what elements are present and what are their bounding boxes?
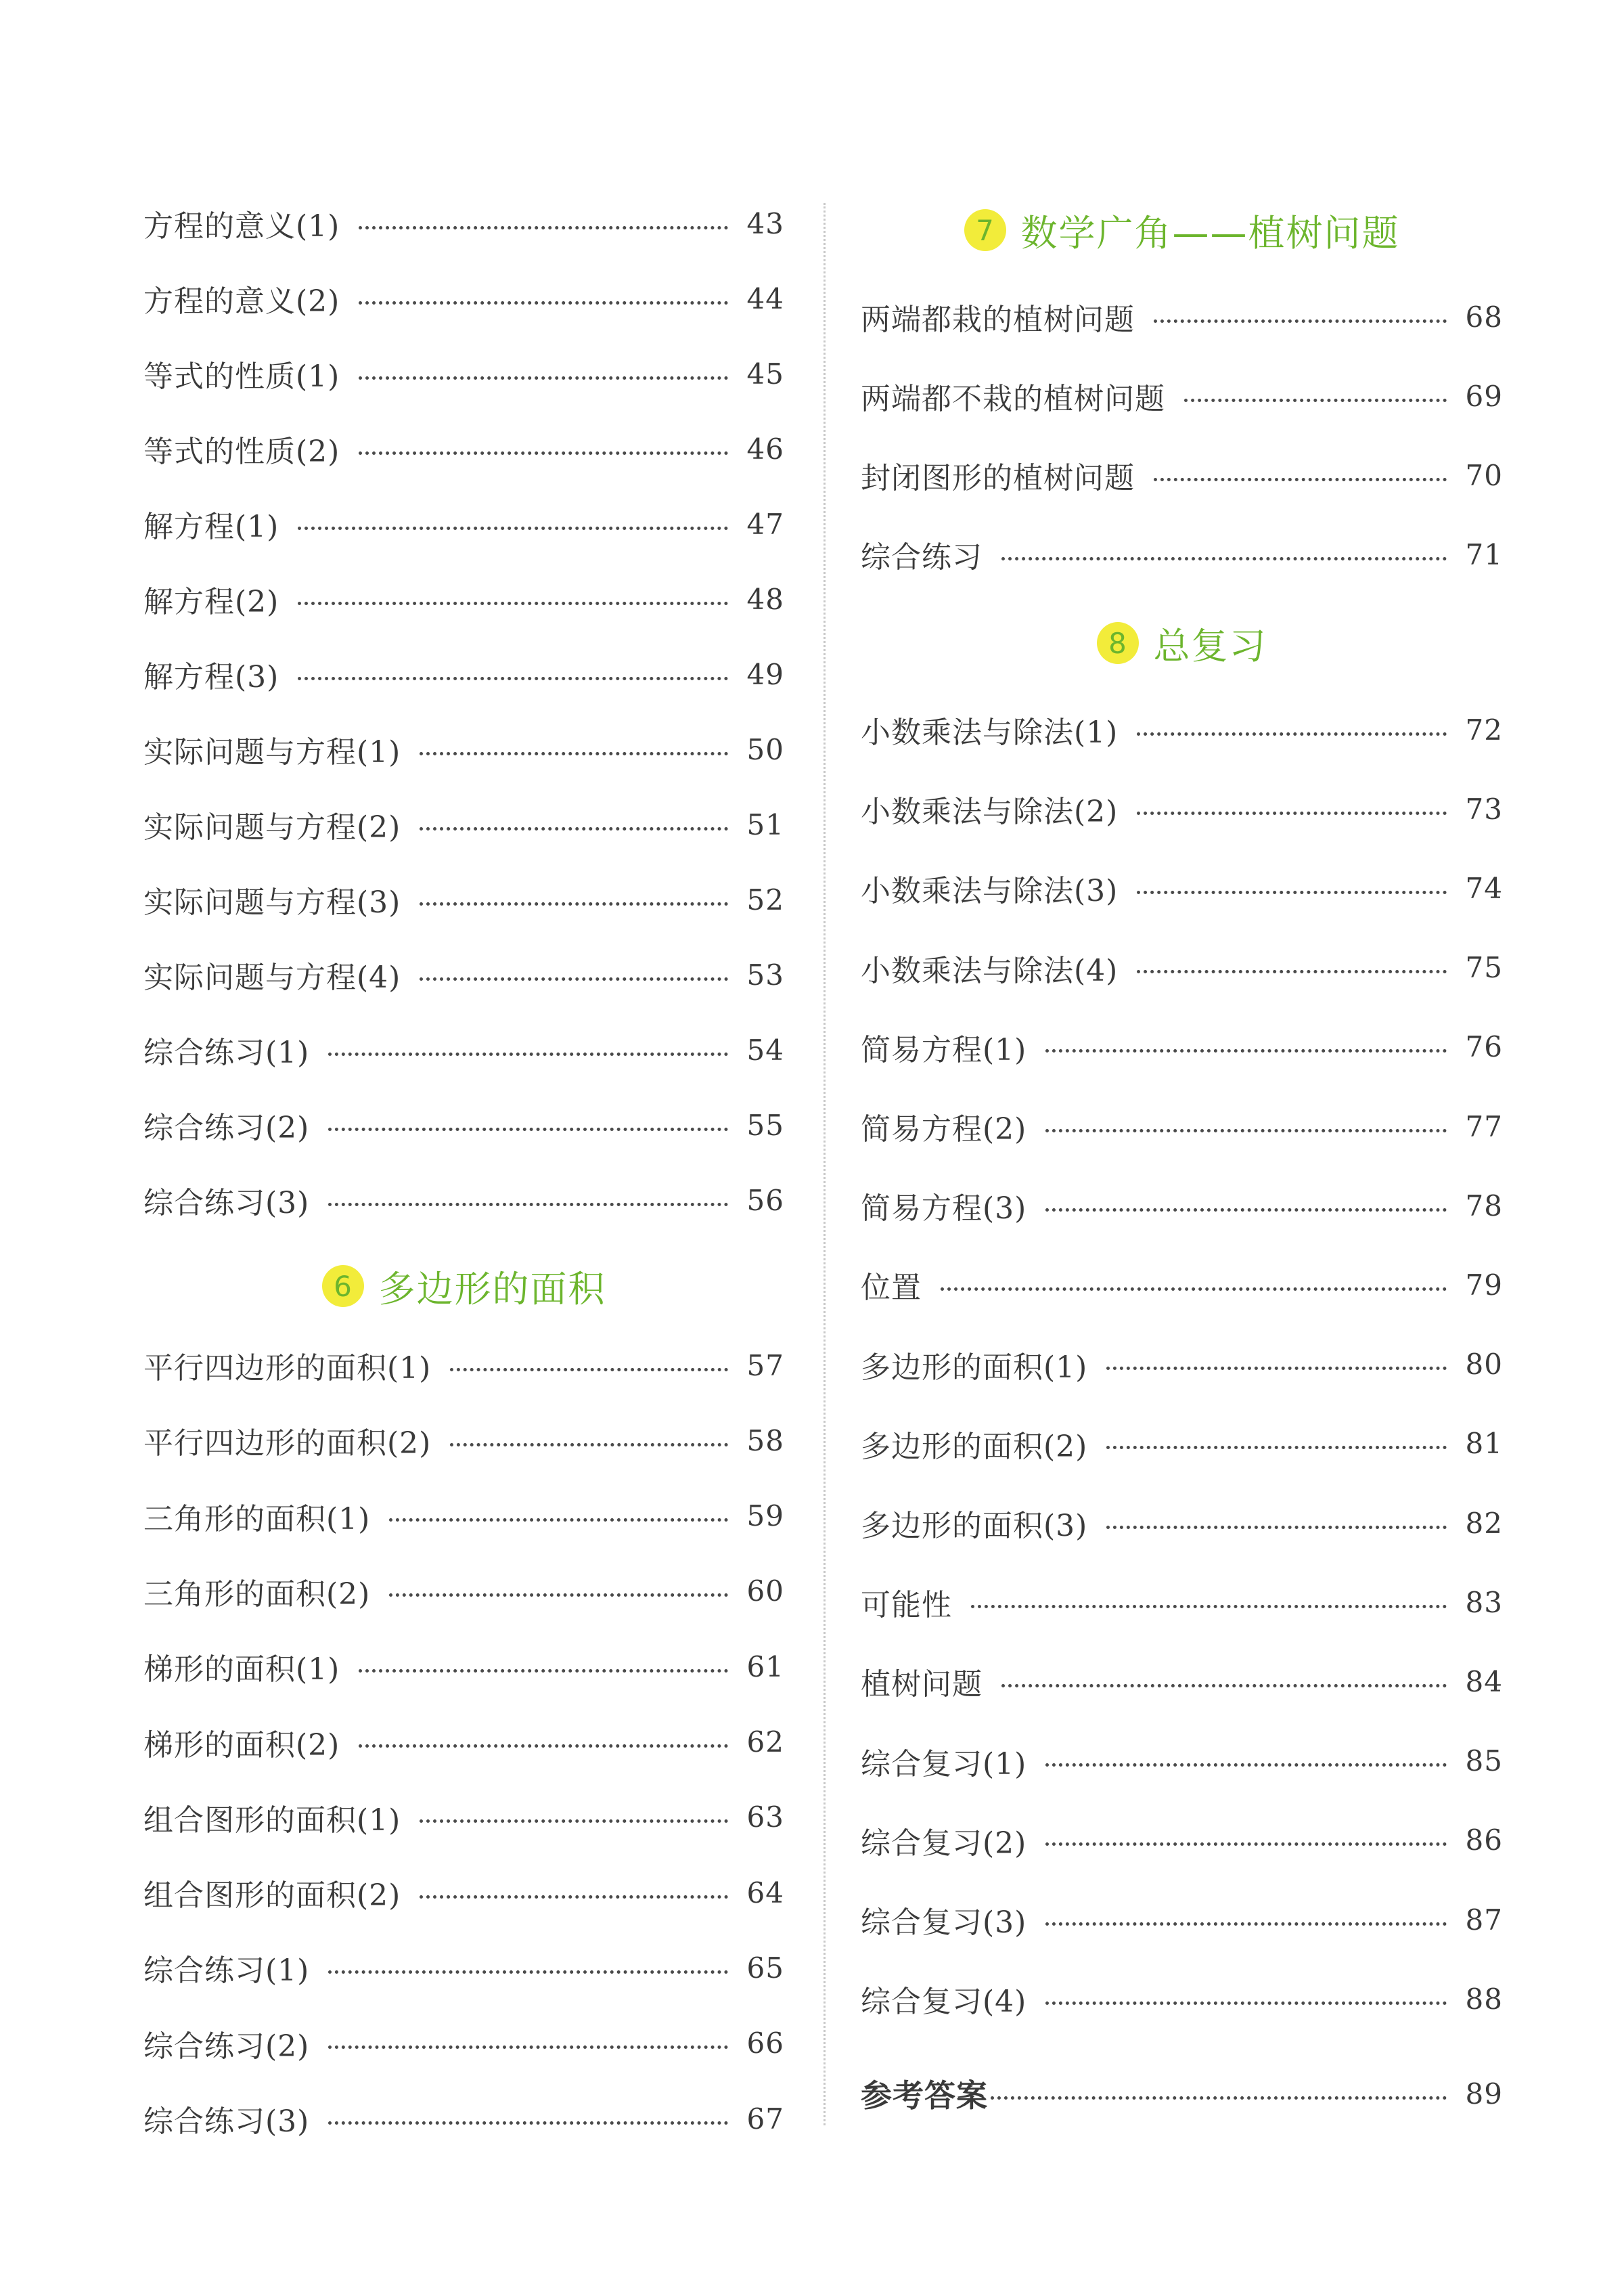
dot-leader [389,1518,727,1522]
toc-entry-title: 解方程(3) [143,660,279,694]
toc-entry-title: 封闭图形的植树问题 [861,461,1135,495]
toc-entry-title: 简易方程(3) [861,1191,1027,1226]
toc-entry-page: 83 [1465,1585,1503,1619]
toc-entry-title: 方程的意义(1) [143,209,340,244]
toc-entry-title: 综合复习(1) [861,1746,1027,1782]
toc-entry-page: 84 [1465,1664,1503,1698]
dot-leader [359,451,727,455]
toc-entry-title: 简易方程(1) [861,1032,1027,1067]
toc-entry-title: 等式的性质(2) [143,435,340,469]
toc-entry-page: 53 [746,958,784,992]
dot-leader [1137,891,1446,894]
toc-entry[interactable] [143,722,784,776]
dot-leader [1137,812,1446,815]
toc-entry-title: 位置 [861,1270,922,1306]
toc-entry-title: 多边形的面积(1) [861,1350,1088,1385]
dot-leader [1045,1208,1446,1212]
dot-leader [1154,319,1447,323]
toc-entry[interactable] [143,1413,784,1467]
toc-entry-page: 87 [1465,1903,1503,1937]
toc-entry[interactable] [861,861,1503,915]
dot-leader [359,1744,727,1748]
toc-entry[interactable] [143,572,784,626]
toc-entry-page: 57 [746,1348,784,1382]
toc-entry-page: 48 [746,582,784,616]
dot-leader [389,1593,727,1597]
toc-entry-title: 解方程(2) [143,585,279,619]
dot-leader [420,1895,727,1899]
toc-entry[interactable] [861,527,1503,581]
toc-entry[interactable] [143,1338,784,1392]
toc-entry[interactable] [861,1178,1503,1233]
toc-entry-title: 实际问题与方程(4) [143,960,401,995]
toc-entry-page: 69 [1465,379,1503,413]
toc-entry-answers[interactable] [861,2066,1503,2121]
dot-leader [1001,1684,1447,1687]
toc-entry-title: 综合复习(2) [861,1826,1027,1861]
toc-entry-page: 59 [746,1499,784,1533]
toc-entry-page: 73 [1465,792,1503,826]
dot-leader [1184,399,1447,402]
dot-leader [1045,1922,1446,1926]
toc-entry[interactable] [861,703,1503,757]
toc-entry[interactable] [861,1575,1503,1629]
dot-leader [1106,1367,1446,1370]
toc-entry-title: 梯形的面积(1) [143,1652,340,1687]
toc-entry[interactable] [861,1258,1503,1312]
dot-leader [450,1443,727,1446]
dot-leader [298,602,727,605]
toc-entry[interactable] [143,1023,784,1077]
toc-entry[interactable] [143,1098,784,1152]
toc-entry-page: 70 [1465,458,1503,492]
toc-entry-title: 解方程(1) [143,510,279,544]
toc-entry[interactable] [143,1790,784,1844]
toc-entry[interactable] [143,1715,784,1769]
toc-entry-page: 65 [746,1951,784,1985]
toc-entry-title: 实际问题与方程(3) [143,885,401,920]
dot-leader [328,1128,727,1131]
dot-leader [1137,970,1446,973]
toc-entry-title: 三角形的面积(1) [143,1501,371,1536]
toc-entry-page: 81 [1465,1427,1503,1461]
dot-leader [991,2096,1447,2100]
dot-leader [359,1669,727,1673]
toc-entry-title: 等式的性质(1) [143,359,340,394]
toc-entry-title: 多边形的面积(3) [861,1509,1088,1543]
dot-leader [1045,1129,1446,1132]
toc-entry-page: 75 [1465,951,1503,985]
dot-leader [328,2121,727,2125]
toc-entry-title: 小数乘法与除法(3) [861,874,1119,909]
dot-leader [328,1053,727,1056]
toc-entry-title: 小数乘法与除法(1) [861,715,1119,750]
toc-entry-title: 平行四边形的面积(2) [143,1426,432,1461]
toc-entry-title: 可能性 [861,1588,952,1623]
toc-entry-page: 47 [746,507,784,541]
toc-entry-page: 43 [746,206,784,240]
toc-entry-page: 54 [746,1033,784,1067]
toc-entry-title: 综合复习(4) [861,1985,1027,2020]
toc-entry-page: 45 [746,357,784,391]
dot-leader [328,2045,727,2049]
dot-leader [359,226,727,229]
dot-leader [1045,1842,1446,1846]
toc-entry[interactable] [143,1173,784,1227]
toc-entry-page: 71 [1465,537,1503,571]
toc-entry-page: 56 [746,1183,784,1217]
dot-leader [1045,1049,1446,1053]
toc-entry-page: 49 [746,657,784,691]
toc-entry-title: 简易方程(2) [861,1112,1027,1147]
toc-entry[interactable] [861,1654,1503,1708]
toc-entry[interactable] [861,941,1503,995]
toc-entry[interactable] [143,1941,784,1995]
toc-entry-page: 80 [1465,1348,1503,1381]
toc-entry[interactable] [861,1496,1503,1550]
toc-entry-page: 63 [746,1800,784,1834]
toc-entry[interactable] [861,1337,1503,1392]
toc-entry[interactable] [143,347,784,401]
toc-entry-title: 综合练习(1) [143,1036,310,1070]
column-divider [824,203,826,2125]
toc-entry[interactable] [143,2016,784,2071]
section-heading-8 [861,613,1503,673]
toc-entry-page: 50 [746,732,784,766]
dot-leader [450,1368,727,1371]
toc-entry-page: 76 [1465,1030,1503,1064]
toc-entry-page: 89 [1465,2077,1503,2110]
dot-leader [941,1287,1447,1291]
toc-entry[interactable] [861,1893,1503,1947]
toc-entry[interactable] [143,2092,784,2146]
toc-entry-title: 综合练习(1) [143,1953,310,1989]
section-heading-6 [143,1256,784,1316]
toc-entry-page: 44 [746,282,784,315]
toc-entry-page: 82 [1465,1506,1503,1540]
toc-entry[interactable] [861,1417,1503,1471]
section-heading-7 [861,200,1503,261]
dot-leader [359,376,727,380]
toc-entry[interactable] [861,782,1503,836]
dot-leader [1106,1526,1446,1529]
toc-entry-page: 88 [1465,1982,1503,2016]
toc-entry[interactable] [143,196,784,250]
dot-leader [1045,1763,1446,1767]
toc-entry-page: 86 [1465,1823,1503,1857]
toc-entry-title: 综合复习(3) [861,1905,1027,1940]
dot-leader [1001,557,1447,560]
dot-leader [298,677,727,680]
toc-entry-page: 55 [746,1108,784,1142]
toc-entry-page: 68 [1465,300,1503,334]
dot-leader [1137,732,1446,736]
dot-leader [1106,1446,1446,1449]
toc-entry-page: 66 [746,2027,784,2060]
toc-entry-title: 参考答案 [861,2077,988,2114]
dot-leader [359,301,727,305]
section-number-badge: 6 [322,1265,364,1307]
dot-leader [420,902,727,906]
section-title: 数学广角——植树问题 [1020,211,1400,255]
toc-entry[interactable] [143,872,784,927]
toc-entry-title: 实际问题与方程(2) [143,810,401,845]
toc-entry-title: 综合练习(3) [143,2104,310,2139]
toc-entry-title: 小数乘法与除法(4) [861,953,1119,988]
toc-entry-page: 61 [746,1650,784,1683]
section-title: 多边形的面积 [378,1267,606,1310]
toc-entry[interactable] [143,1564,784,1618]
toc-entry[interactable] [143,422,784,476]
toc-entry[interactable] [861,448,1503,502]
toc-entry[interactable] [143,1489,784,1543]
toc-entry[interactable] [861,1020,1503,1074]
toc-entry[interactable] [143,1865,784,1920]
dot-leader [420,1819,727,1823]
toc-entry-title: 综合练习(2) [143,1111,310,1145]
toc-entry-title: 梯形的面积(2) [143,1727,340,1763]
toc-entry-title: 植树问题 [861,1667,983,1702]
toc-entry-title: 组合图形的面积(1) [143,1802,401,1838]
toc-entry-title: 平行四边形的面积(1) [143,1351,432,1386]
dot-leader [328,1203,727,1206]
section-title: 总复习 [1153,624,1267,667]
toc-entry-page: 58 [746,1423,784,1457]
dot-leader [1154,478,1447,481]
dot-leader [1045,2001,1446,2005]
dot-leader [420,752,727,755]
toc-entry-page: 79 [1465,1268,1503,1302]
toc-entry-title: 综合练习(3) [143,1186,310,1220]
dot-leader [420,827,727,831]
toc-entry-page: 77 [1465,1109,1503,1143]
toc-entry-page: 67 [746,2102,784,2136]
toc-entry[interactable] [143,647,784,701]
dot-leader [298,527,727,530]
toc-entry-title: 组合图形的面积(2) [143,1878,401,1913]
dot-leader [971,1605,1447,1608]
toc-entry-page: 46 [746,432,784,466]
toc-entry[interactable] [143,271,784,326]
toc-entry[interactable] [861,1813,1503,1867]
toc-entry-page: 85 [1465,1744,1503,1778]
toc-entry-title: 实际问题与方程(1) [143,735,401,770]
section-number-badge: 8 [1097,622,1139,664]
toc-entry-page: 72 [1465,713,1503,747]
section-number-badge: 7 [964,209,1006,251]
toc-entry-page: 60 [746,1574,784,1608]
toc-entry-page: 52 [746,883,784,916]
toc-entry[interactable] [861,290,1503,344]
toc-entry-title: 小数乘法与除法(2) [861,795,1119,830]
toc-entry-title: 综合练习(2) [143,2029,310,2064]
toc-entry[interactable] [143,1639,784,1694]
toc-entry-page: 62 [746,1725,784,1758]
toc-entry-title: 三角形的面积(2) [143,1576,371,1612]
dot-leader [420,977,727,981]
toc-entry[interactable] [861,1734,1503,1788]
toc-entry[interactable] [861,1972,1503,2026]
toc-entry[interactable] [143,797,784,851]
toc-entry-title: 多边形的面积(2) [861,1429,1088,1464]
toc-entry-title: 方程的意义(2) [143,284,340,319]
toc-entry-page: 74 [1465,871,1503,905]
toc-entry[interactable] [143,497,784,551]
toc-entry[interactable] [143,948,784,1002]
toc-entry-page: 78 [1465,1189,1503,1222]
toc-entry[interactable] [861,369,1503,423]
toc-entry-page: 64 [746,1876,784,1909]
toc-entry-page: 51 [746,807,784,841]
toc-entry[interactable] [861,1099,1503,1153]
toc-entry-title: 综合练习 [861,540,983,575]
dot-leader [328,1970,727,1974]
toc-entry-title: 两端都栽的植树问题 [861,303,1135,337]
toc-entry-title: 两端都不栽的植树问题 [861,382,1165,416]
